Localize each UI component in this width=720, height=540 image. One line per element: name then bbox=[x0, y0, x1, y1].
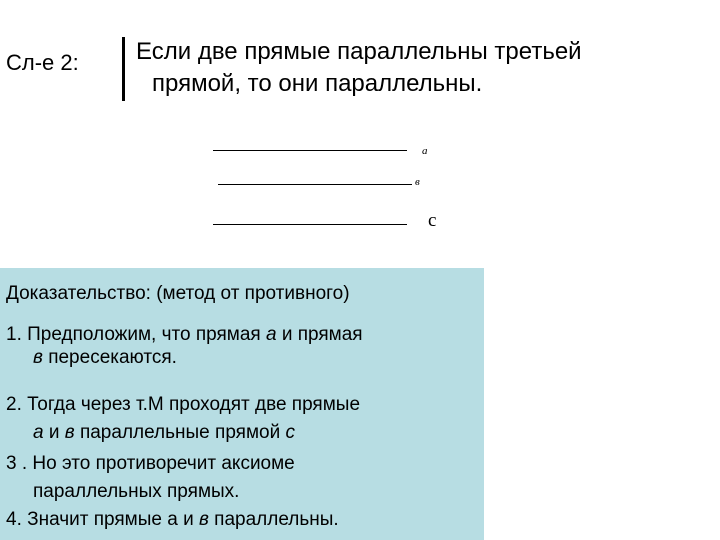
statement-divider bbox=[122, 37, 125, 101]
proof-step-2-var-b: в bbox=[64, 422, 75, 443]
slide-label: Сл-е 2: bbox=[6, 50, 79, 75]
line-a bbox=[213, 150, 407, 151]
proof-step-4-var-b: в bbox=[198, 509, 209, 530]
proof-step-1 bbox=[6, 323, 363, 346]
statement-line-1: Если две прямые параллельны третьей bbox=[136, 38, 582, 65]
proof-step-3: 3 . Но это противоречит аксиоме bbox=[6, 453, 295, 474]
line-b bbox=[218, 184, 412, 185]
proof-step-2-text-2: параллельные прямой bbox=[74, 422, 286, 443]
proof-step-2: 2. Тогда через т.М проходят две прямые bbox=[6, 394, 361, 415]
proof-step-2-cont bbox=[6, 421, 295, 444]
proof-step-2-var-a: а bbox=[33, 422, 44, 443]
proof-step-1-text-3: пересекаются. bbox=[42, 347, 177, 368]
line-c bbox=[213, 224, 407, 225]
proof-step-4 bbox=[6, 508, 339, 531]
proof-step-4-text: 4. Значит прямые а и bbox=[6, 509, 199, 530]
proof-step-1-text-2: и прямая bbox=[276, 324, 363, 345]
proof-step-1-cont bbox=[6, 346, 177, 369]
line-c-label: с bbox=[428, 210, 437, 231]
proof-step-1-text: 1. Предположим, что прямая bbox=[6, 324, 266, 345]
proof-step-2-text: и bbox=[43, 422, 65, 443]
proof-step-3-cont: параллельных прямых. bbox=[33, 481, 240, 502]
statement-line-2: прямой, то они параллельны. bbox=[152, 70, 483, 97]
proof-step-2-var-c: с bbox=[285, 422, 295, 443]
line-b-label: в bbox=[415, 176, 420, 188]
theorem-statement bbox=[136, 36, 582, 100]
proof-step-4-text-2: параллельны. bbox=[208, 509, 339, 530]
proof-panel bbox=[0, 268, 484, 540]
line-a-label: а bbox=[422, 145, 428, 157]
proof-step-1-var-a: а bbox=[265, 324, 277, 345]
proof-heading: Доказательство: (метод от противного) bbox=[6, 283, 350, 304]
proof-step-1-var-b: в bbox=[33, 347, 43, 368]
